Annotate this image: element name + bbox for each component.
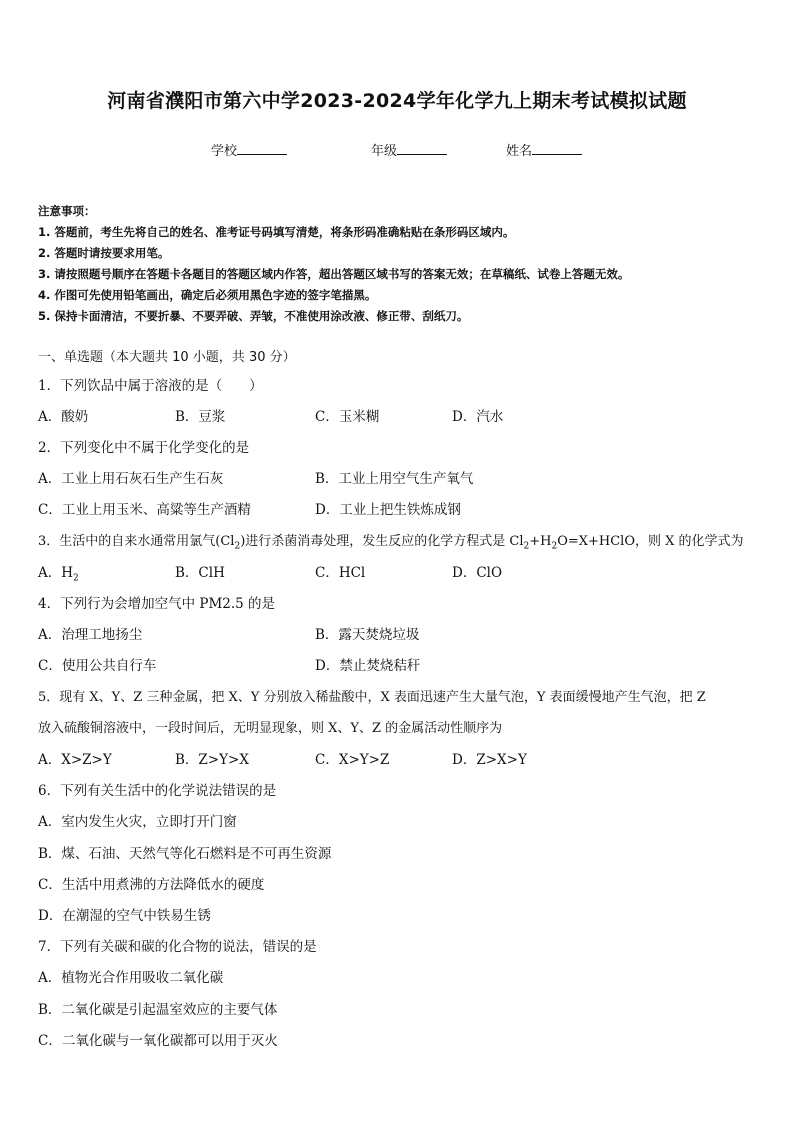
q5-option-b[interactable]: B．Z>Y>X: [175, 752, 249, 768]
q3-option-b[interactable]: B．ClH: [175, 565, 225, 581]
question-5-stem-line1: 5．现有 X、Y、Z 三种金属，把 X、Y 分别放入稀盐酸中，X 表面迅速产生大量气泡，Y 表面缓慢地产生气泡，把 Z: [38, 690, 706, 705]
name-label: 姓名: [506, 144, 533, 159]
q6-option-c[interactable]: C．生活中用煮沸的方法降低水的硬度: [38, 877, 265, 893]
question-1-stem: 1．下列饮品中属于溶液的是（ ）: [38, 378, 263, 394]
q3-stem-part: O=X+HClO，则 X 的化学式为: [557, 534, 744, 549]
page-title: 河南省濮阳市第六中学2023-2024学年化学九上期末考试模拟试题: [107, 90, 687, 112]
q2-option-a[interactable]: A．工业上用石灰石生产生石灰: [38, 471, 224, 487]
question-3-stem: [38, 530, 744, 552]
q6-option-a[interactable]: A．室内发生火灾，立即打开门窗: [38, 814, 237, 830]
name-field[interactable]: [506, 140, 582, 159]
q5-option-a[interactable]: A．X>Z>Y: [38, 752, 112, 768]
question-7-stem: 7．下列有关碳和碳的化合物的说法，错误的是: [38, 939, 317, 955]
q3-option-a[interactable]: [38, 561, 79, 584]
grade-label: 年级: [371, 144, 398, 159]
q5-option-d[interactable]: D．Z>X>Y: [452, 752, 527, 768]
q3-option-d[interactable]: D．ClO: [452, 565, 503, 581]
question-6-stem: 6．下列有关生活中的化学说法错误的是: [38, 783, 277, 799]
question-4-stem: 4．下列行为会增加空气中 PM2.5 的是: [38, 596, 276, 612]
q3-subscript: 2: [523, 541, 530, 552]
q5-option-c[interactable]: C．X>Y>Z: [315, 752, 390, 768]
q3-stem-part: 3．生活中的自来水通常用氯气(Cl: [38, 534, 235, 549]
q3-stem-part: )进行杀菌消毒处理，发生反应的化学方程式是 Cl: [240, 534, 524, 549]
school-blank[interactable]: [237, 142, 287, 155]
question-5-stem-line2: 放入硫酸铜溶液中，一段时间后，无明显现象，则 X、Y、Z 的金属活动性顺序为: [38, 721, 503, 736]
q4-option-c[interactable]: C．使用公共自行车: [38, 658, 157, 674]
q6-option-b[interactable]: B．煤、石油、天然气等化石燃料是不可再生资源: [38, 846, 332, 862]
q7-option-c[interactable]: C．二氧化碳与一氧化碳都可以用于灭火: [38, 1033, 278, 1049]
q4-option-b[interactable]: B．露天焚烧垃圾: [315, 627, 420, 643]
school-label: 学校: [211, 144, 238, 159]
q3-option-c[interactable]: C．HCl: [315, 565, 366, 581]
q2-option-c[interactable]: C．工业上用玉米、高粱等生产酒精: [38, 502, 251, 518]
q1-option-d[interactable]: D．汽水: [452, 409, 504, 425]
notes-block: [38, 201, 768, 327]
note-item: 1. 答题前，考生先将自己的姓名、准考证号码填写清楚，将条形码准确粘贴在条形码区域内。: [38, 225, 515, 239]
q1-option-c[interactable]: C．玉米糊: [315, 409, 380, 425]
q4-option-d[interactable]: D．禁止焚烧秸秆: [315, 658, 421, 674]
note-item: 3. 请按照题号顺序在答题卡各题目的答题区域内作答，超出答题区域书写的答案无效；在草稿纸、试卷上答题无效。: [38, 267, 630, 281]
q4-option-a[interactable]: A．治理工地扬尘: [38, 627, 143, 643]
q6-option-d[interactable]: D．在潮湿的空气中铁易生锈: [38, 908, 211, 924]
q3-option-a-text: A．H: [38, 565, 74, 581]
question-2-stem: 2．下列变化中不属于化学变化的是: [38, 440, 250, 456]
q7-option-a[interactable]: A．植物光合作用吸收二氧化碳: [38, 970, 224, 986]
note-item: 4. 作图可先使用铅笔画出，确定后必须用黑色字迹的签字笔描黑。: [38, 288, 377, 302]
q3-subscript: 2: [234, 541, 241, 552]
q3-subscript: 2: [551, 541, 558, 552]
q3-stem-part: +H: [529, 534, 552, 549]
q3-option-a-subscript: 2: [73, 573, 79, 584]
school-field[interactable]: [211, 140, 287, 159]
note-item: 2. 答题时请按要求用笔。: [38, 246, 170, 260]
note-item: 5. 保持卡面清洁，不要折暴、不要弄破、弄皱，不准使用涂改液、修正带、刮纸刀。: [38, 309, 469, 323]
q2-option-b[interactable]: B．工业上用空气生产氧气: [315, 471, 474, 487]
q1-option-a[interactable]: A．酸奶: [38, 409, 89, 425]
q7-option-b[interactable]: B．二氧化碳是引起温室效应的主要气体: [38, 1002, 278, 1018]
name-blank[interactable]: [532, 142, 582, 155]
q1-option-b[interactable]: B．豆浆: [175, 409, 226, 425]
q2-option-d[interactable]: D．工业上把生铁炼成钢: [315, 502, 461, 518]
grade-field[interactable]: [371, 140, 447, 159]
notes-heading: 注意事项：: [38, 204, 96, 218]
grade-blank[interactable]: [397, 142, 447, 155]
section-heading: 一、单选题（本大题共 10 小题，共 30 分）: [38, 350, 296, 365]
